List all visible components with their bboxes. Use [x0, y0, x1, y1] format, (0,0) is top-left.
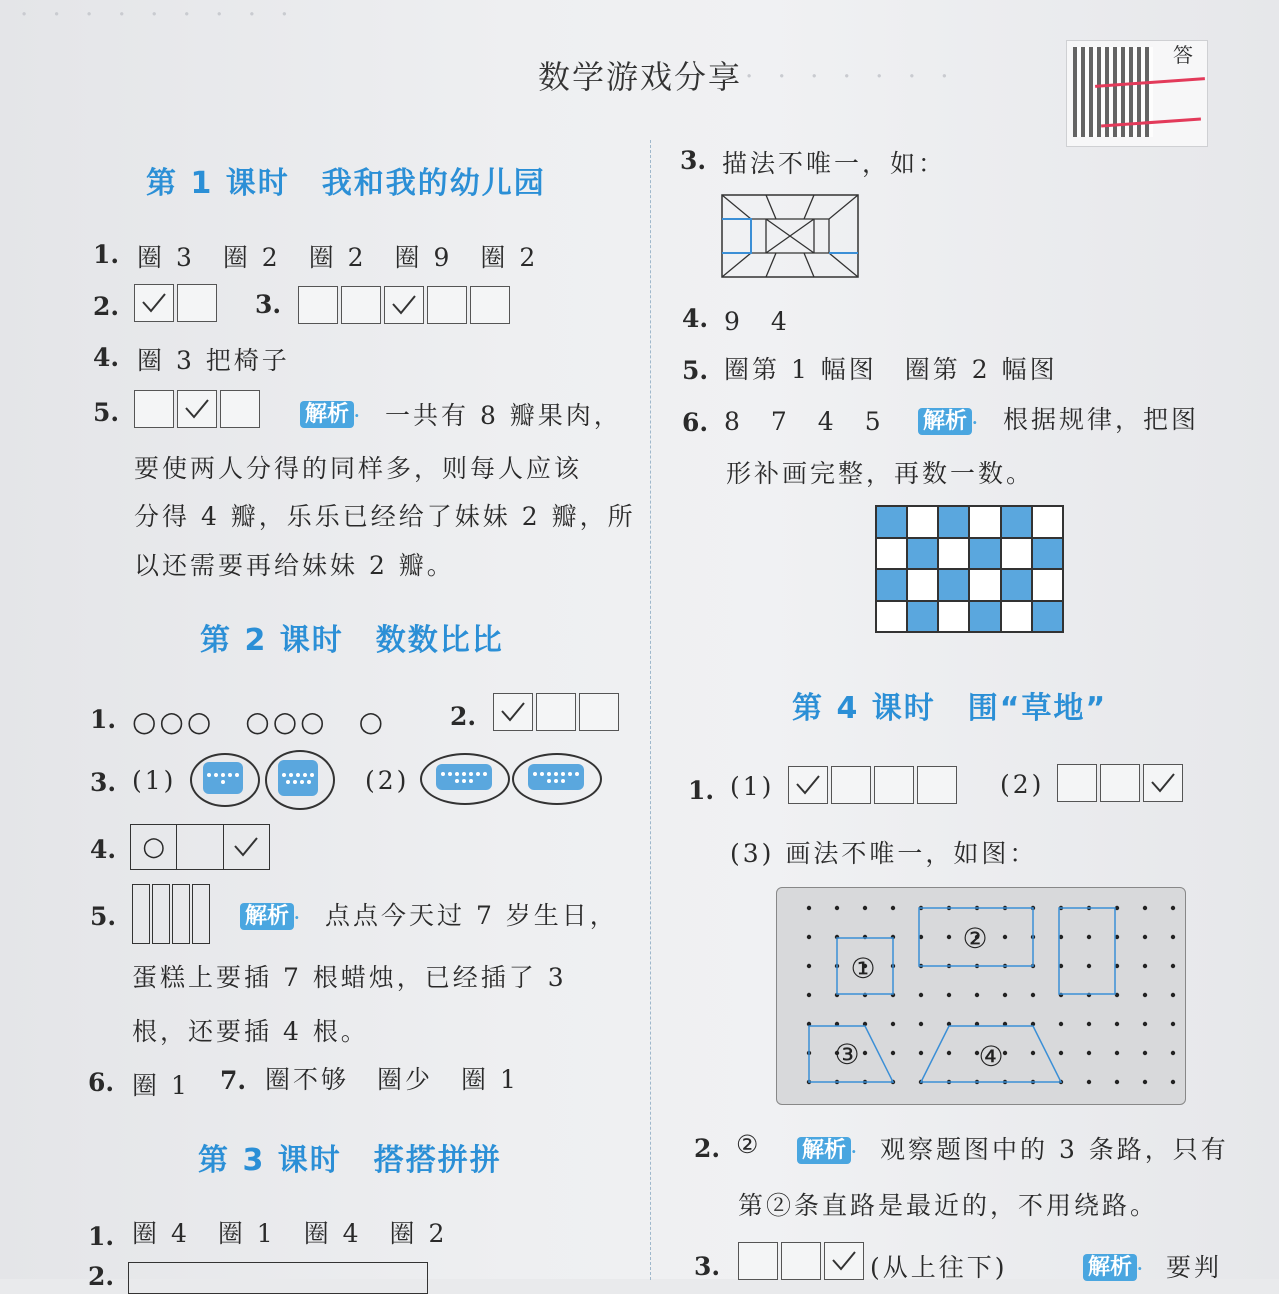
section-heading-1: 第 1 课时 我和我的幼儿园 [146, 166, 546, 201]
bleed-text: · · · · · · · · · [680, 62, 957, 92]
peg-dot [919, 993, 923, 997]
answer-boxes [134, 390, 263, 428]
answer-text: (3) 画法不唯一，如图： [730, 839, 1038, 868]
empty-box [134, 390, 174, 428]
checker-cell [907, 569, 938, 601]
checker-cell [938, 569, 969, 601]
peg-dot [1143, 993, 1147, 997]
peg-dot [1143, 1080, 1147, 1084]
card-dot [286, 780, 290, 784]
empty-box [831, 766, 871, 804]
card-dot [483, 772, 487, 776]
check-box [493, 693, 533, 731]
check-box [177, 390, 217, 428]
peg-dot [1003, 993, 1007, 997]
q-number: 4. [90, 835, 117, 864]
card-dot [469, 772, 473, 776]
answer-text: 圈 1 [132, 1071, 190, 1100]
empty-box [470, 286, 510, 324]
peg-dot [1171, 993, 1175, 997]
card-dot [568, 772, 572, 776]
analysis-text: 点点今天过 7 岁生日， [325, 901, 618, 930]
analysis-tag: 解析 · [300, 397, 360, 428]
part-label: (1) [730, 772, 775, 801]
card-dot [221, 780, 225, 784]
empty-box [579, 693, 619, 731]
peg-dot [807, 993, 811, 997]
peg-dot [891, 1051, 895, 1055]
q-number: 3. [90, 768, 117, 797]
peg-dot [1003, 935, 1007, 939]
shape-label: ③ [834, 1038, 860, 1071]
peg-dot [1059, 1022, 1063, 1026]
checker-cell [1001, 506, 1032, 538]
answer-boxes [298, 286, 513, 324]
card-dot [296, 773, 300, 777]
shape-label: ④ [978, 1040, 1004, 1073]
peg-dot [1087, 935, 1091, 939]
answer-text: 圈不够 圈少 圈 1 [265, 1065, 519, 1094]
checker-cell [969, 538, 1000, 570]
peg-dot [919, 1022, 923, 1026]
part-label: (2) [365, 766, 410, 795]
circle-cell: ○ [131, 825, 177, 869]
empty-box [874, 766, 914, 804]
peg-dot [1143, 1051, 1147, 1055]
card-dot [207, 773, 211, 777]
peg-dot [891, 906, 895, 910]
checker-cell [907, 538, 938, 570]
card-dot [469, 779, 473, 783]
q-number: 1. [90, 705, 117, 734]
card-dot [554, 772, 558, 776]
checkerboard-figure [875, 505, 1064, 633]
card-dot [235, 773, 239, 777]
answer-boxes [134, 284, 220, 322]
check-box [1143, 764, 1183, 802]
peg-dot [919, 1051, 923, 1055]
empty-box [341, 286, 381, 324]
dot-card-icon [203, 762, 243, 794]
checker-cell [969, 569, 1000, 601]
analysis-text: 形补画完整，再数一数。 [726, 459, 1035, 488]
empty-box [781, 1242, 821, 1280]
answer-text: 8 7 4 5 [724, 407, 884, 436]
q-number: 7. [220, 1066, 247, 1095]
q-number: 1. [88, 1222, 115, 1251]
dot-card-icon [436, 764, 492, 790]
candle-bars [132, 884, 210, 944]
answer-text: 圈第 1 幅图 圈第 2 幅图 [724, 355, 1058, 384]
analysis-text: 分得 4 瓣，乐乐已经给了妹妹 2 瓣，所 [134, 502, 636, 531]
answer-circles: ○○○ ○○○ ○ [132, 705, 387, 738]
peg-dot [1143, 964, 1147, 968]
candle-icon [132, 884, 150, 944]
checker-cell [1001, 569, 1032, 601]
analysis-text: 蛋糕上要插 7 根蜡烛，已经插了 3 [132, 963, 567, 992]
checker-cell [938, 506, 969, 538]
part-label: (1) [132, 766, 177, 795]
q-number: 4. [682, 304, 709, 333]
checker-cell [1032, 601, 1063, 633]
checker-cell [876, 569, 907, 601]
q-number: 6. [88, 1068, 115, 1097]
check-box [788, 766, 828, 804]
card-dot [540, 772, 544, 776]
q-number: 3. [694, 1252, 721, 1281]
q-number: 3. [680, 146, 707, 175]
geoboard-drawing [777, 888, 1185, 1104]
peg-dot [835, 906, 839, 910]
part-label: (2) [1000, 770, 1045, 799]
empty-box [177, 284, 217, 322]
q-number: 1. [688, 776, 715, 805]
q-number: 6. [682, 408, 709, 437]
peg-dot [1087, 964, 1091, 968]
candle-icon [192, 884, 210, 944]
analysis-tag: 解析 · [240, 899, 300, 930]
checker-cell [1032, 506, 1063, 538]
qr-label: 答 [1173, 43, 1193, 67]
checker-cell [1032, 538, 1063, 570]
answer-boxes [788, 766, 960, 804]
card-dot [303, 773, 307, 777]
peg-dot [1171, 1051, 1175, 1055]
traced-pattern-figure [721, 194, 859, 278]
empty-box [917, 766, 957, 804]
answer-boxes [1057, 764, 1186, 802]
analysis-text: 观察题图中的 3 条路，只有 [880, 1135, 1229, 1164]
shape-label: ② [962, 922, 988, 955]
card-dot [221, 773, 225, 777]
analysis-text: 以还需要再给妹妹 2 瓣。 [134, 551, 455, 580]
peg-dot [1087, 1051, 1091, 1055]
cut-off-figure [128, 1262, 428, 1294]
checker-cell [876, 538, 907, 570]
empty-box [1057, 764, 1097, 802]
card-dot [455, 772, 459, 776]
answer-boxes [130, 824, 270, 870]
candle-icon [172, 884, 190, 944]
empty-box [738, 1242, 778, 1280]
checker-cell [876, 506, 907, 538]
q-number: 2. [93, 292, 120, 321]
section-heading-2: 第 2 课时 数数比比 [200, 623, 504, 658]
analysis-text: 要使两人分得的同样多，则每人应该 [134, 454, 583, 483]
answer-text: (从上往下) [870, 1253, 1008, 1282]
card-dot [282, 773, 286, 777]
candle-icon [152, 884, 170, 944]
analysis-tag: 解析 · [1083, 1250, 1143, 1281]
peg-dot [947, 935, 951, 939]
peg-dot [891, 1022, 895, 1026]
card-dot [310, 773, 314, 777]
checker-cell [938, 538, 969, 570]
answer-text: ② [736, 1130, 762, 1159]
q-number: 5. [93, 398, 120, 427]
peg-dot [807, 935, 811, 939]
card-dot [462, 772, 466, 776]
check-box [134, 284, 174, 322]
card-dot [575, 772, 579, 776]
checker-cell [1032, 569, 1063, 601]
peg-dot [1031, 993, 1035, 997]
answer-text: 圈 3 把椅子 [137, 346, 290, 375]
peg-dot [1171, 964, 1175, 968]
answer-boxes [738, 1242, 867, 1280]
q-number: 3. [255, 290, 282, 319]
peg-dot [1087, 1022, 1091, 1026]
analysis-text: 一共有 8 瓣果肉， [385, 401, 622, 430]
analysis-tag: 解析 · [797, 1133, 857, 1164]
answer-text: 圈 4 圈 1 圈 4 圈 2 [132, 1219, 448, 1248]
check-cell [224, 825, 269, 869]
section-heading-4: 第 4 课时 围“草地” [792, 691, 1108, 726]
peg-dot [1143, 906, 1147, 910]
checker-cell [969, 506, 1000, 538]
section-heading-3: 第 3 课时 搭搭拼拼 [198, 1143, 502, 1178]
card-dot [561, 779, 565, 783]
peg-dot [1171, 935, 1175, 939]
analysis-text: 根，还要插 4 根。 [132, 1017, 369, 1046]
peg-dot [807, 964, 811, 968]
checker-cell [876, 601, 907, 633]
peg-dot [1087, 1080, 1091, 1084]
card-dot [214, 773, 218, 777]
answer-boxes [493, 693, 622, 731]
qr-code-sticker[interactable] [1066, 40, 1208, 147]
card-dot [448, 772, 452, 776]
analysis-text: 第②条直路是最近的，不用绕路。 [738, 1191, 1159, 1220]
peg-dot [863, 1051, 867, 1055]
check-box [824, 1242, 864, 1280]
empty-box [1100, 764, 1140, 802]
q-number: 1. [93, 240, 120, 269]
checker-cell [1001, 601, 1032, 633]
card-dot [547, 779, 551, 783]
checker-cell [1001, 538, 1032, 570]
card-dot [300, 780, 304, 784]
answer-text: 圈 3 圈 2 圈 2 圈 9 圈 2 [137, 243, 539, 272]
shape-label: ① [850, 952, 876, 985]
bleed-text: · · · · · · · · · [20, 0, 297, 30]
analysis-tag: 解析 · [918, 404, 978, 435]
q-number: 4. [93, 343, 120, 372]
card-dot [533, 772, 537, 776]
peg-dot [1171, 906, 1175, 910]
peg-dot [1171, 1080, 1175, 1084]
q-number: 2. [88, 1262, 115, 1291]
peg-dot [1115, 1080, 1119, 1084]
column-divider [650, 140, 651, 1280]
card-dot [561, 772, 565, 776]
answer-text: 9 4 [724, 307, 790, 336]
checker-cell [938, 601, 969, 633]
empty-box [298, 286, 338, 324]
checker-cell [969, 601, 1000, 633]
peg-dot [1115, 1022, 1119, 1026]
q-number: 2. [450, 702, 477, 731]
peg-dot [1031, 1051, 1035, 1055]
analysis-text: 根据规律，把图 [1003, 405, 1200, 434]
q-number: 2. [694, 1134, 721, 1163]
empty-box [536, 693, 576, 731]
card-dot [554, 779, 558, 783]
peg-dot [1143, 935, 1147, 939]
peg-dot [975, 993, 979, 997]
dot-card-icon [528, 764, 584, 790]
card-dot [228, 773, 232, 777]
card-dot [441, 772, 445, 776]
peg-dot [947, 993, 951, 997]
card-dot [289, 773, 293, 777]
peg-dot [807, 906, 811, 910]
peg-dot [1171, 1022, 1175, 1026]
peg-dot [947, 1051, 951, 1055]
analysis-text: 要判 [1166, 1253, 1223, 1282]
geoboard-figure [776, 887, 1186, 1105]
empty-box [427, 286, 467, 324]
empty-box [220, 390, 260, 428]
peg-dot [1059, 1051, 1063, 1055]
card-dot [462, 779, 466, 783]
card-dot [307, 780, 311, 784]
peg-dot [863, 906, 867, 910]
empty-cell [177, 825, 223, 869]
peg-dot [1115, 1051, 1119, 1055]
dot-card-icon [278, 760, 318, 796]
checker-cell [907, 506, 938, 538]
card-dot [476, 772, 480, 776]
card-dot [455, 779, 459, 783]
q-number: 5. [90, 902, 117, 931]
q-number: 5. [682, 356, 709, 385]
card-dot [293, 780, 297, 784]
page-title: 数学游戏分享 [538, 58, 743, 96]
peg-dot [1143, 1022, 1147, 1026]
answer-text: 描法不唯一，如： [722, 149, 947, 178]
check-box [384, 286, 424, 324]
checker-cell [907, 601, 938, 633]
card-dot [547, 772, 551, 776]
